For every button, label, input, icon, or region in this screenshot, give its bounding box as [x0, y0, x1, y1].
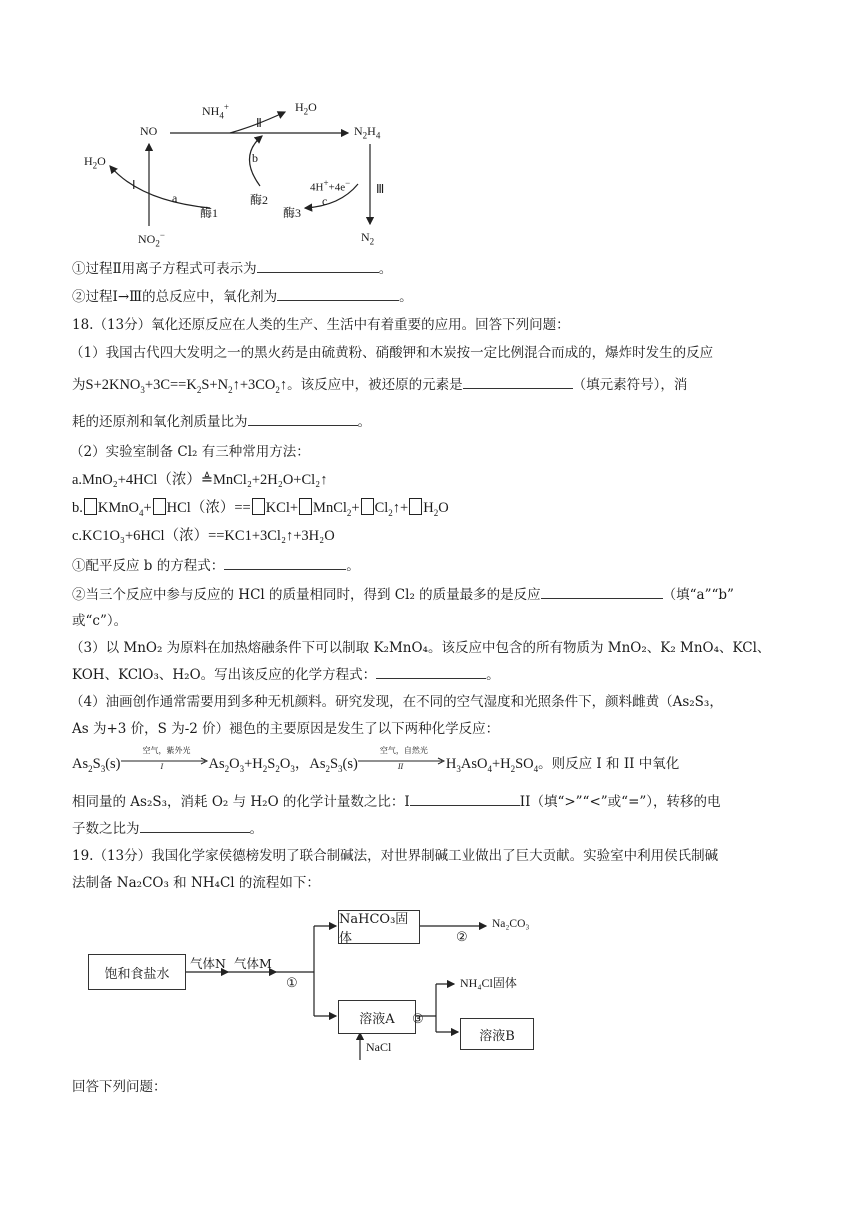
equation-c: c.KC1O₃+6HCl（浓）==KC1+3Cl₂↑+3H₂O	[72, 528, 335, 544]
q18-p1c: 耗的还原剂和氧化剂质量比为 。	[72, 410, 800, 430]
n2-label: $N_2$	[361, 230, 375, 247]
q17-item1: ①过程Ⅱ用离子方程式可表示为 。	[72, 257, 800, 277]
step3-label: ③	[412, 1012, 424, 1027]
q18-p4b: As 为+3 价，S 为-2 价）褪色的主要原因是发生了以下两种化学反应：	[72, 721, 500, 737]
equation-b: b. KMnO$_4$+ HCl（浓）== KCl+ MnCl$_2$+ $Cl_2↑+ H_2O$	[72, 500, 449, 518]
reaction-arrow-1: 空气，紫外光 I	[121, 752, 209, 770]
solution-a-box: 溶液A	[338, 1000, 416, 1034]
gas-n-label: 气体N	[190, 956, 226, 971]
q17-item2: ②过程Ⅰ→Ⅲ的总反应中，氧化剂为 。	[72, 285, 800, 305]
q19-title-1: 19.（13分）我国化学家侯德榜发明了联合制碱法，对世界制碱工业做出了巨大贡献。实验室中利用侯氏制碱	[72, 848, 719, 864]
roman-2: Ⅱ	[256, 116, 262, 130]
n2h4-label: $N_2H_4$	[354, 124, 381, 141]
coefficient-box[interactable]	[153, 498, 166, 515]
coefficient-box[interactable]	[84, 498, 97, 515]
gas-m-label: 气体M	[234, 956, 272, 971]
gunpowder-equation: $S+2KNO_3+3C==K_2S+N_2↑+3CO_2↑$	[85, 377, 288, 395]
coefficient-box[interactable]	[361, 498, 374, 515]
h2o-left-label: $H_2O$	[84, 154, 106, 171]
answer-blank[interactable]	[410, 791, 520, 806]
answer-blank[interactable]	[463, 374, 573, 389]
q18-p1a: （1）我国古代四大发明之一的黑火药是由硫黄粉、硝酸钾和木炭按一定比例混合而成的，爆炸时发生的反应	[70, 345, 714, 361]
na2co3-label: Na₂CO₃	[492, 918, 530, 930]
q19-answer-prompt: 回答下列问题：	[72, 1079, 167, 1095]
no2-label: $NO_2^-$	[138, 230, 165, 249]
coefficient-box[interactable]	[252, 498, 265, 515]
step1-label: ①	[286, 976, 298, 991]
q18-p1b: 为$S+2KNO_3+3C==K_2S+N_2↑+3CO_2↑$。该反应中，被还原的元素是 （填元素符号），消	[72, 373, 800, 395]
coefficient-box[interactable]	[299, 498, 312, 515]
h2o-top-label: $H_2O$	[295, 100, 317, 117]
q18-p3a: （3）以 MnO₂ 为原料在加热熔融条件下可以制取 K₂MnO₄。该反应中包含的所有物质为 MnO₂、K₂ MnO₄、KCl、	[70, 640, 771, 656]
label-c: c	[322, 194, 328, 208]
q18-p4e: 子数之比为 。	[72, 817, 800, 837]
q18-p4a: （4）油画创作通常需要用到多种无机颜料。研究发现，在不同的空气湿度和光照条件下，颜料雌黄（As₂S₃，	[70, 694, 723, 710]
roman-1: Ⅰ	[132, 178, 136, 192]
solution-b-box: 溶液B	[460, 1018, 534, 1050]
q18-q2-2: ②当三个反应中参与反应的 HCl 的质量相同时，得到 Cl₂ 的质量最多的是反应 （填“a”“b”	[72, 583, 800, 603]
nitrogen-cycle-diagram	[80, 96, 400, 251]
q18-p4d: 相同量的 As₂S₃，消耗 O₂ 与 H₂O 的化学计量数之比：I II（填“>”“<”或“=”），转移的电	[72, 790, 800, 810]
q18-q2-1: ①配平反应 b 的方程式： 。	[72, 554, 800, 574]
answer-blank[interactable]	[277, 286, 399, 301]
q18-p2: （2）实验室制备 Cl₂ 有三种常用方法：	[70, 444, 310, 460]
roman-3: Ⅲ	[376, 182, 385, 196]
protons-electrons-label: 4H++4e−	[310, 178, 351, 194]
saturated-brine-box: 饱和食盐水	[88, 954, 186, 990]
equation-a: a.MnO₂+4HCl（浓）≜MnCl₂+2H₂O+Cl₂↑	[72, 472, 328, 488]
answer-blank[interactable]	[541, 584, 663, 599]
q19-title-2: 法制备 Na₂CO₃ 和 NH₄Cl 的流程如下：	[72, 875, 320, 891]
answer-blank[interactable]	[224, 555, 346, 570]
nacl-label: NaCl	[366, 1040, 392, 1054]
nh4-label: $NH_4^+$	[202, 102, 229, 121]
q18-p4c: $As_2S_3(s)$ 空气，紫外光 I $As_2O_3+H_2S_2O_3$，$As_2S_3(s)$ 空气，自然光 II $H_3AsO_4+H_2SO_4$。则反应 I 和 II 中氧化	[72, 746, 680, 774]
no-label: NO	[140, 124, 158, 138]
answer-blank[interactable]	[257, 258, 379, 273]
q18-p3b: KOH、KClO₃、H₂O。写出该反应的化学方程式： 。	[72, 663, 800, 683]
flow-chart	[86, 904, 546, 1060]
diagram-arrows	[80, 96, 400, 251]
nahco3-solid-box: NaHCO₃固体	[338, 910, 420, 944]
q18-q2-2b: 或“c”）。	[72, 613, 128, 629]
enzyme1-label: 酶1	[200, 206, 219, 220]
step2-label: ②	[456, 930, 468, 945]
answer-blank[interactable]	[248, 411, 358, 426]
q18-title: 18.（13分）氧化还原反应在人类的生产、生活中有着重要的应用。回答下列问题：	[72, 317, 570, 333]
coefficient-box[interactable]	[409, 498, 422, 515]
label-b: b	[252, 151, 258, 165]
enzyme3-label: 酶3	[283, 206, 302, 220]
enzyme2-label: 酶2	[250, 193, 269, 207]
reaction-arrow-2: 空气，自然光 II	[358, 752, 446, 770]
label-a: a	[172, 191, 178, 205]
answer-blank[interactable]	[140, 818, 250, 833]
answer-blank[interactable]	[376, 664, 486, 679]
nh4cl-solid-label: NH₄Cl固体	[460, 976, 517, 990]
